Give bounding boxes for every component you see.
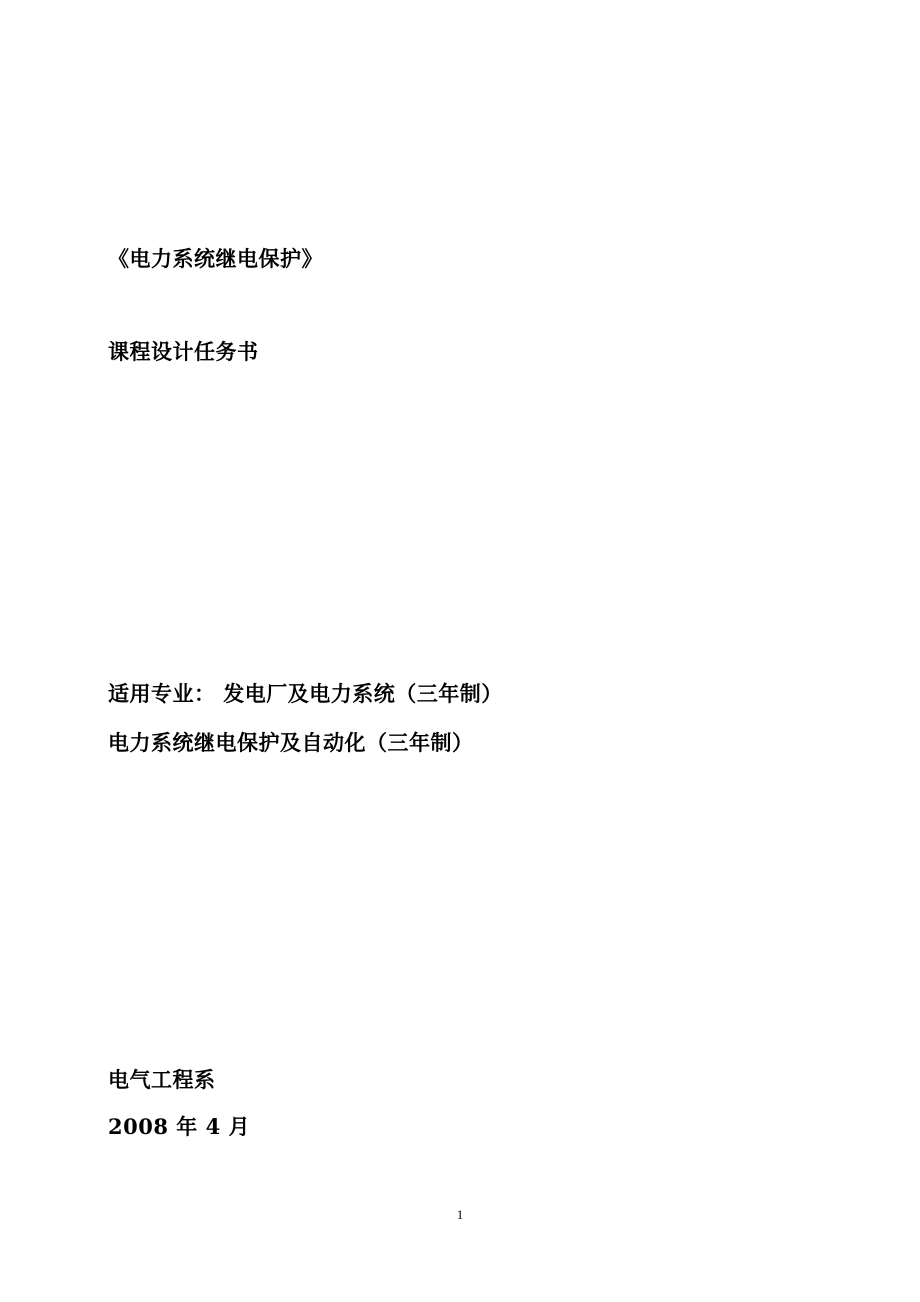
document-type-title: 课程设计任务书 <box>108 339 259 364</box>
applicable-major-line-2: 电力系统继电保护及自动化（三年制） <box>108 730 474 755</box>
applicable-major-line-1: 适用专业： 发电厂及电力系统（三年制） <box>108 681 503 706</box>
page-number: 1 <box>456 1207 464 1222</box>
document-body <box>108 0 808 1302</box>
document-date: 2008 年 4 月 <box>108 1114 250 1139</box>
department-name: 电气工程系 <box>108 1067 216 1092</box>
course-title: 《电力系统继电保护》 <box>108 246 323 271</box>
